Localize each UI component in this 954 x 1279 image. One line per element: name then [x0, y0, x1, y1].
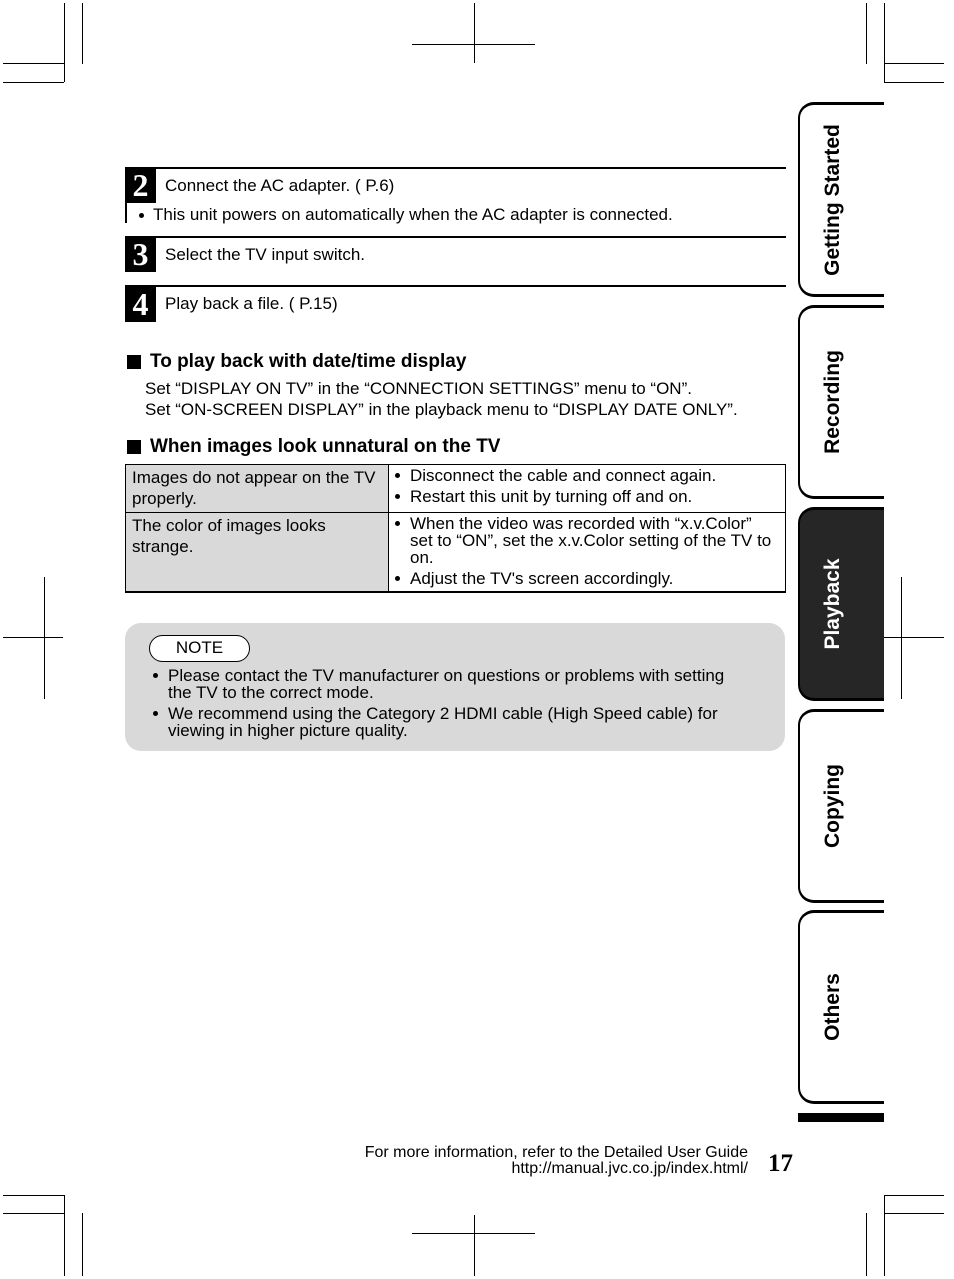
step-bullet-text: This unit powers on automatically when the AC adapter is connected.	[153, 205, 673, 224]
step-number: 4	[125, 286, 156, 322]
bullet-icon	[153, 673, 158, 678]
crop-mark	[3, 82, 64, 83]
crop-mark	[884, 637, 944, 638]
solution-cell	[389, 465, 785, 512]
crop-mark	[474, 1215, 475, 1276]
instruction-lines	[145, 378, 738, 420]
section-heading: When images look unnatural on the TV	[150, 436, 501, 457]
crop-mark	[3, 1213, 64, 1214]
step-number: 2	[125, 168, 156, 203]
step-text: Select the TV input switch.	[165, 245, 366, 264]
crop-mark	[884, 1195, 885, 1276]
note-label: NOTE	[149, 635, 250, 662]
list-item	[168, 667, 738, 701]
solution-text: Restart this unit by turning off and on.	[410, 487, 693, 506]
note-list	[168, 667, 738, 743]
tab-copying[interactable]	[798, 709, 884, 903]
list-item	[410, 570, 776, 587]
step-text: Play back a file. ( P.15)	[165, 294, 338, 313]
tab-label: Copying	[821, 764, 844, 848]
step-divider	[125, 167, 786, 169]
crop-mark	[82, 3, 83, 64]
list-item	[168, 705, 738, 739]
section-heading: To play back with date/time display	[150, 351, 467, 372]
page-number: 17	[768, 1150, 793, 1177]
table-row	[126, 513, 785, 591]
square-bullet-icon	[127, 355, 141, 369]
step-text: Connect the AC adapter. ( P.6)	[165, 176, 395, 195]
crop-mark	[884, 1213, 944, 1214]
step-divider	[125, 285, 786, 287]
problem-cell: Images do not appear on the TV properly.	[126, 465, 389, 512]
bullet-icon	[153, 711, 158, 716]
problem-cell: The color of images looks strange.	[126, 513, 389, 591]
table-row	[126, 465, 785, 513]
footer-url[interactable]: http://manual.jvc.co.jp/index.html/	[511, 1160, 748, 1177]
crop-mark	[3, 1195, 64, 1196]
tab-getting-started[interactable]	[798, 102, 884, 297]
step-number: 3	[125, 237, 156, 272]
crop-mark	[866, 1213, 867, 1276]
tab-label: Others	[821, 973, 844, 1041]
instruction-line: Set “DISPLAY ON TV” in the “CONNECTION SETTINGS” menu to “ON”.	[145, 379, 692, 398]
tab-recording[interactable]	[798, 305, 884, 499]
tab-label: Getting Started	[821, 123, 844, 276]
solution-text: When the video was recorded with “x.v.Color” set to “ON”, set the x.v.Color setting of the TV to on.	[410, 514, 772, 567]
crop-mark	[64, 1195, 65, 1276]
tab-end-bar	[798, 1113, 884, 1122]
bullet-icon	[139, 213, 144, 218]
crop-mark	[884, 3, 885, 82]
square-bullet-icon	[127, 440, 141, 454]
solution-text: Disconnect the cable and connect again.	[410, 466, 717, 485]
note-box	[125, 623, 785, 751]
troubleshooting-table	[125, 464, 786, 593]
bullet-icon	[395, 494, 400, 499]
note-text: We recommend using the Category 2 HDMI cable (High Speed cable) for viewing in higher picture quality.	[168, 703, 718, 740]
tab-label: Recording	[821, 350, 844, 454]
bullet-icon	[395, 521, 400, 526]
crop-mark	[3, 637, 63, 638]
footer-reference-text: For more information, refer to the Detailed User Guide	[364, 1144, 748, 1161]
crop-mark	[884, 82, 944, 83]
crop-mark	[3, 63, 64, 64]
list-item	[410, 467, 776, 484]
step-divider	[125, 236, 786, 238]
crop-mark	[866, 3, 867, 64]
crop-mark	[474, 3, 475, 63]
crop-mark	[82, 1213, 83, 1276]
tab-label: Playback	[821, 558, 844, 650]
tab-others[interactable]	[798, 910, 884, 1104]
instruction-line: Set “ON-SCREEN DISPLAY” in the playback menu to “DISPLAY DATE ONLY”.	[145, 400, 738, 419]
solution-cell	[389, 513, 785, 591]
tab-playback[interactable]	[798, 507, 884, 701]
step-connector-line	[125, 203, 127, 223]
crop-mark	[64, 3, 65, 82]
crop-mark	[884, 63, 944, 64]
crop-mark	[412, 1233, 535, 1234]
solution-text: Adjust the TV's screen accordingly.	[410, 569, 674, 588]
note-text: Please contact the TV manufacturer on questions or problems with setting the TV to the correct mode.	[168, 665, 725, 702]
crop-mark	[412, 44, 535, 45]
bullet-icon	[395, 473, 400, 478]
crop-mark	[901, 577, 902, 699]
crop-mark	[884, 1195, 944, 1196]
footer-reference	[365, 1145, 748, 1177]
list-item	[410, 515, 776, 566]
list-item	[410, 488, 776, 505]
bullet-icon	[395, 576, 400, 581]
crop-mark	[44, 577, 45, 699]
